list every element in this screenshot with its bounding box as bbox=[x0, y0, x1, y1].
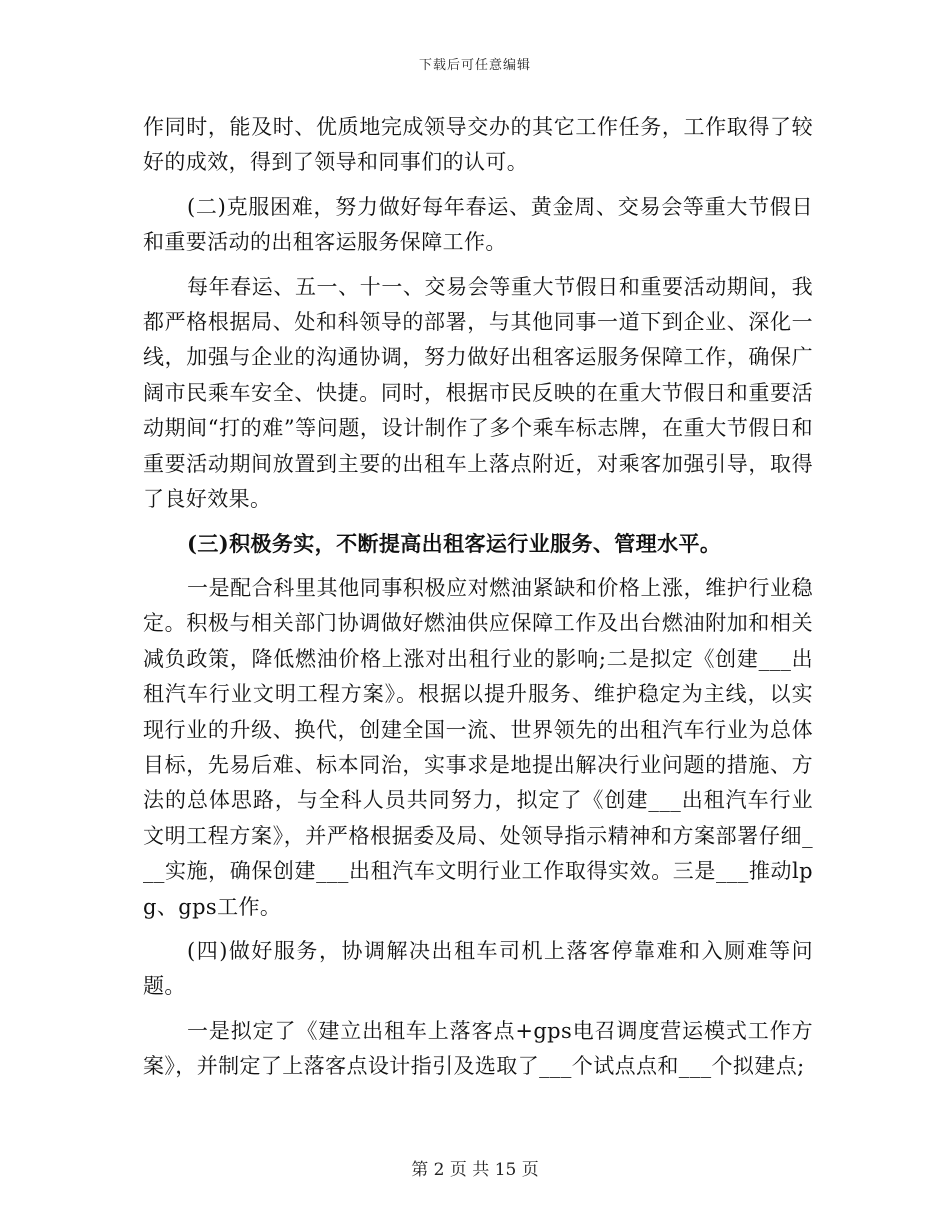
page-number: 第 2 页 共 15 页 bbox=[411, 1160, 539, 1180]
page-header: 下载后可任意编辑 bbox=[418, 58, 531, 73]
paragraph-heading-4: (四)做好服务，协调解决出租车司机上落客停靠难和入厕难等问题。 bbox=[143, 938, 813, 999]
paragraph-holiday-service: 每年春运、五一、十一、交易会等重大节假日和重要活动期间，我都严格根据局、处和科领导的部署，与其他同事一道下到企业、深化一线，加强与企业的沟通协调，努力做好出租客运服务保障工作，确保广阔市民乘车安全、快捷。同时，根据市民反映的在重大节假日和重要活动期间“打的难”等问题，设计制作了多个乘车标志牌，在重大节假日和重要活动期间放置到主要的出租车上落点附近，对乘客加强引导，取得了良好效果。 bbox=[143, 274, 813, 512]
paragraph-fuel-and-civility: 一是配合科里其他同事积极应对燃油紧缺和价格上涨，维护行业稳定。积极与相关部门协调做好燃油供应保障工作及出台燃油附加和相关减负政策，降低燃油价格上涨对出租行业的影响;二是拟定《创建___出租汽车行业文明工程方案》。根据以提升服务、维护稳定为主线，以实现行业的升级、换代，创建全国一流、世界领先的出租汽车行业为总体目标，先易后难、标本同治，实事求是地提出解决行业问题的措施、方法的总体思路，与全科人员共同努力，拟定了《创建___出租汽车行业文明工程方案》，并严格根据委及局、处领导指示精神和方案部署仔细___实施，确保创建___出租汽车文明行业工作取得实效。三是___推动lpg、gps工作。 bbox=[143, 575, 813, 919]
paragraph-continuation: 作同时，能及时、优质地完成领导交办的其它工作任务，工作取得了较好的成效，得到了领导和同事们的认可。 bbox=[143, 115, 813, 175]
paragraph-heading-2: (二)克服困难，努力做好每年春运、黄金周、交易会等重大节假日和重要活动的出租客运服务保障工作。 bbox=[143, 194, 813, 255]
paragraph-pickup-points: 一是拟定了《建立出租车上落客点+gps电召调度营运模式工作方案》，并制定了上落客点设计指引及选取了___个试点点和___个拟建点; bbox=[143, 1018, 813, 1079]
document-body bbox=[143, 110, 813, 1094]
paragraph-heading-3: (三)积极务实，不断提高出租客运行业服务、管理水平。 bbox=[187, 531, 722, 557]
